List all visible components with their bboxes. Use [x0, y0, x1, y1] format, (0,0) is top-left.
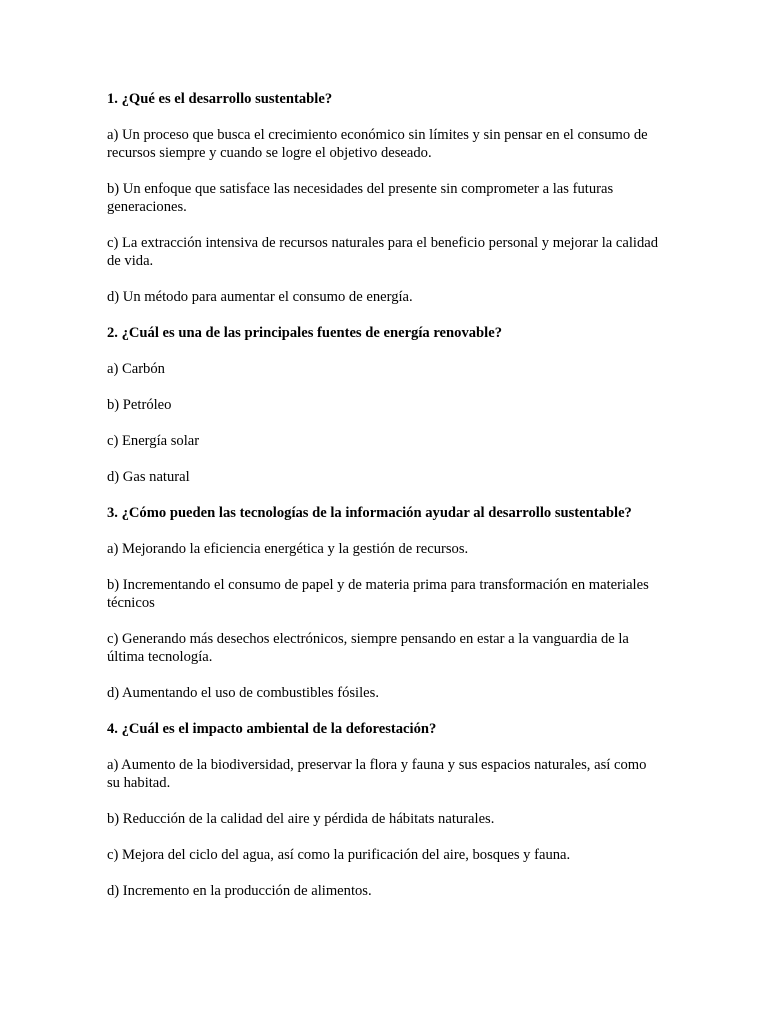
question-4: [107, 720, 659, 900]
question-title: 3. ¿Cómo pueden las tecnologías de la información ayudar al desarrollo sustentable?: [107, 505, 632, 521]
answer-option-d: d) Aumentando el uso de combustibles fósiles.: [107, 685, 379, 701]
question-2: [107, 324, 659, 486]
document-page: [107, 90, 659, 918]
question-title: 1. ¿Qué es el desarrollo sustentable?: [107, 91, 333, 107]
answer-option-a: a) Carbón: [107, 361, 165, 377]
answer-option-c: c) Energía solar: [107, 433, 200, 449]
answer-option-b: b) Reducción de la calidad del aire y pérdida de hábitats naturales.: [107, 811, 495, 827]
answer-option-d: d) Un método para aumentar el consumo de energía.: [107, 289, 413, 305]
answer-option-d: d) Gas natural: [107, 469, 190, 485]
question-title: 2. ¿Cuál es una de las principales fuentes de energía renovable?: [107, 325, 502, 341]
answer-option-c: c) Mejora del ciclo del agua, así como la purificación del aire, bosques y fauna.: [107, 847, 571, 863]
answer-option-b: b) Petróleo: [107, 397, 172, 413]
question-1: [107, 90, 659, 306]
answer-option-a: a) Aumento de la biodiversidad, preservar la flora y fauna y sus espacios naturales, así como su habitad.: [107, 757, 647, 791]
answer-option-b: b) Un enfoque que satisface las necesidades del presente sin comprometer a las futuras generaciones.: [107, 181, 614, 215]
answer-option-c: c) La extracción intensiva de recursos naturales para el beneficio personal y mejorar la calidad de vida.: [107, 235, 659, 269]
answer-option-c: c) Generando más desechos electrónicos, siempre pensando en estar a la vanguardia de la última tecnología.: [107, 631, 629, 665]
answer-option-a: a) Mejorando la eficiencia energética y la gestión de recursos.: [107, 541, 469, 557]
answer-option-d: d) Incremento en la producción de alimentos.: [107, 883, 372, 899]
question-title: 4. ¿Cuál es el impacto ambiental de la deforestación?: [107, 721, 437, 737]
answer-option-a: a) Un proceso que busca el crecimiento económico sin límites y sin pensar en el consumo de recursos siempre y cuando se logre el objetivo deseado.: [107, 127, 648, 161]
answer-option-b: b) Incrementando el consumo de papel y de materia prima para transformación en materiales técnicos: [107, 577, 649, 611]
question-3: [107, 504, 659, 702]
